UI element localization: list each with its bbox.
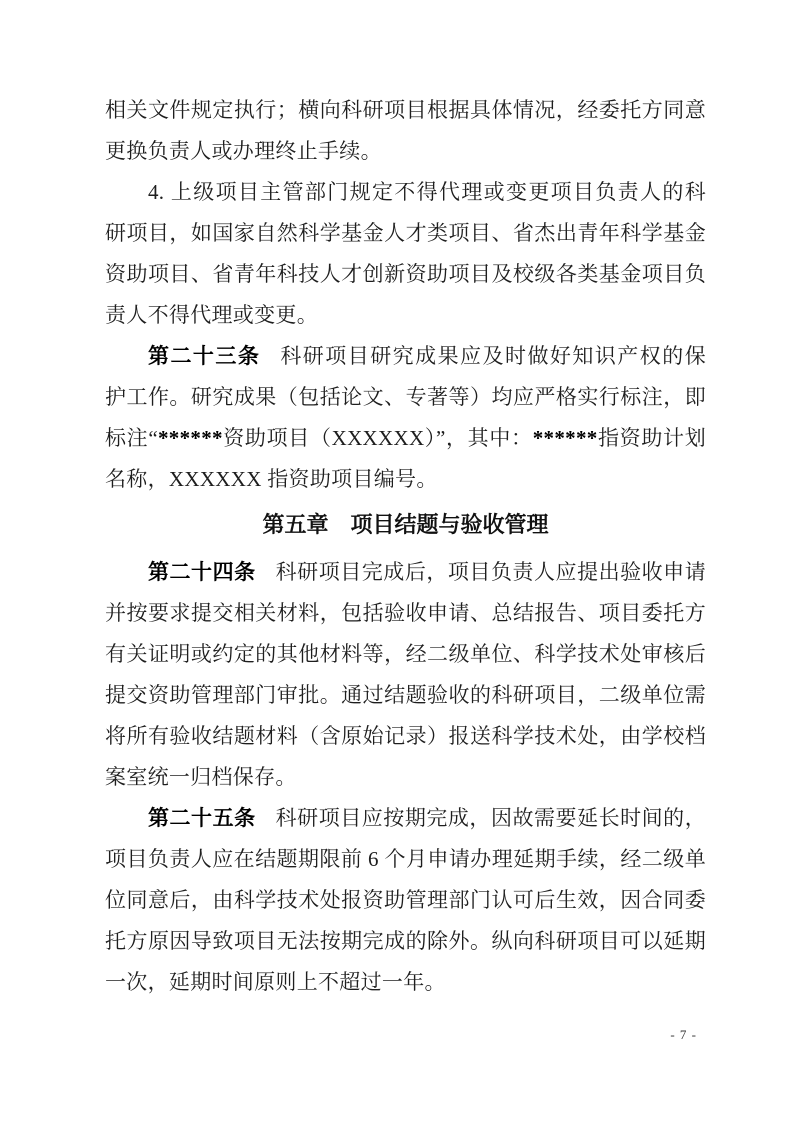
- text-line: 护工作。研究成果（包括论文、专著等）均应严格实行标注，即: [105, 385, 706, 409]
- text-line: [105, 552, 706, 593]
- text-line: 资助项目、省青年科技人才创新资助项目及校级各类基金项目负: [105, 262, 706, 286]
- text-line: [105, 418, 706, 459]
- article-number: 第二十三条: [148, 344, 261, 368]
- chapter-heading: [105, 504, 706, 545]
- text-line: 提交资助管理部门审批。通过结题验收的科研项目，二级单位需: [105, 683, 706, 707]
- text-line: 4. 上级项目主管部门规定不得代理或变更项目负责人的科: [148, 180, 706, 204]
- text-segment: 资助项目（XXXXXX）”，其中：: [222, 426, 533, 450]
- text-line: 责人不得代理或变更。: [105, 303, 318, 327]
- text-segment: 科研项目研究成果应及时做好知识产权的保: [280, 344, 706, 368]
- funding-plan-placeholder: ******: [158, 426, 223, 450]
- text-line: 一次，延期时间原则上不超过一年。: [105, 970, 446, 994]
- text-line: 有关证明或约定的其他材料等，经二级单位、科学技术处审核后: [105, 642, 706, 666]
- text-line: 更换负责人或办理终止手续。: [105, 139, 382, 163]
- text-segment: 指资助计划: [597, 426, 706, 450]
- text-line: 相关文件规定执行；横向科研项目根据具体情况，经委托方同意: [105, 98, 706, 122]
- text-segment: 科研项目应按期完成，因故需要延长时间的，: [275, 806, 707, 830]
- funding-plan-placeholder: ******: [532, 426, 598, 450]
- text-line: 托方原因导致项目无法按期完成的除外。纵向科研项目可以延期: [105, 929, 706, 953]
- page-number: - 7 -: [670, 1027, 697, 1042]
- text-line: 研项目，如国家自然科学基金人才类项目、省杰出青年科学基金: [105, 221, 706, 245]
- text-line: 将所有验收结题材料（含原始记录）报送科学技术处，由学校档: [105, 724, 706, 748]
- text-line: 案室统一归档保存。: [105, 765, 297, 789]
- text-line: [105, 336, 706, 377]
- text-line: 位同意后，由科学技术处报资助管理部门认可后生效，因合同委: [105, 888, 706, 912]
- chapter-number: 第五章: [262, 512, 329, 537]
- text-line: [105, 798, 706, 839]
- article-number: 第二十四条: [148, 560, 256, 584]
- article-number: 第二十五条: [148, 806, 256, 830]
- text-segment: 科研项目完成后，项目负责人应提出验收申请: [275, 560, 707, 584]
- text-segment: 标注“: [105, 426, 158, 450]
- text-line: 并按要求提交相关材料，包括验收申请、总结报告、项目委托方: [105, 601, 706, 625]
- text-line: 项目负责人应在结题期限前 6 个月申请办理延期手续，经二级单: [105, 847, 706, 871]
- text-line: 名称，XXXXXX 指资助项目编号。: [105, 467, 438, 491]
- document-body: [105, 90, 706, 1003]
- chapter-title: 项目结题与验收管理: [350, 512, 549, 537]
